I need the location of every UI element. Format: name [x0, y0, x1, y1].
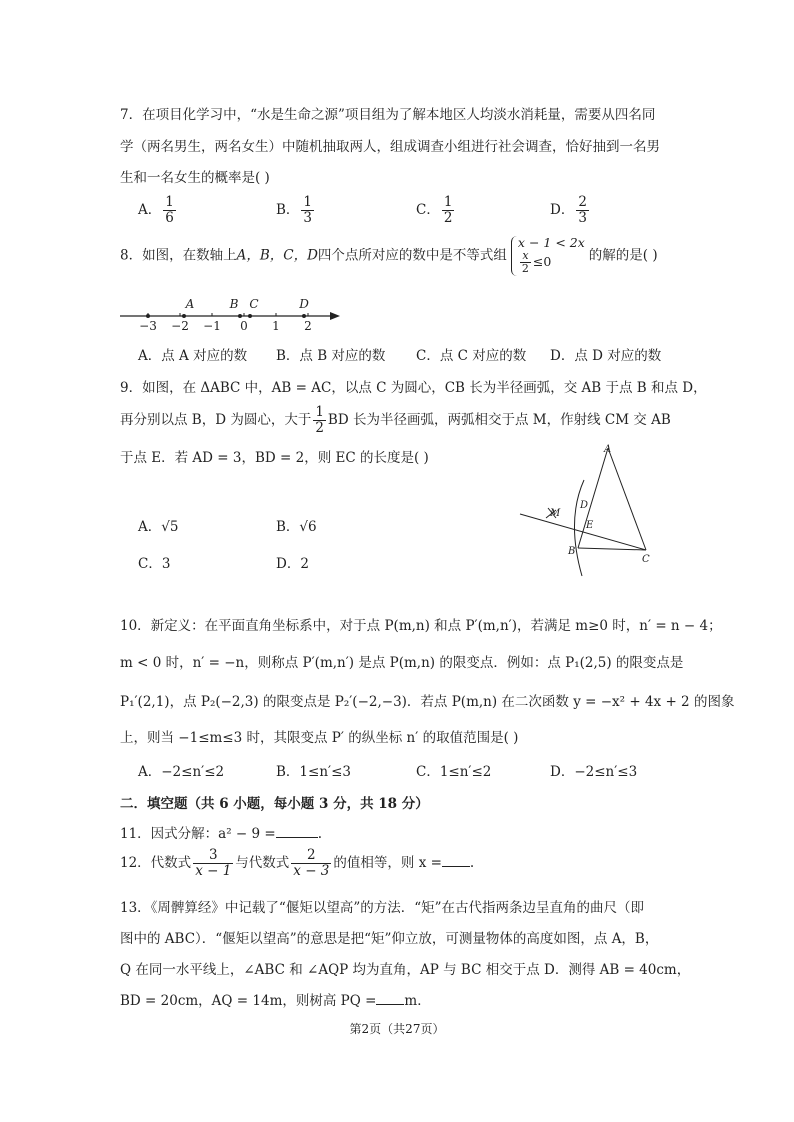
- q9-line-1: 9．如图，在 ΔABC 中，AB = AC，以点 C 为圆心，CB 长为半径画弧，交 AB 于点 B 和点 D，: [120, 380, 707, 396]
- point-label-a: A: [185, 297, 195, 311]
- q13-line-4: BD = 20cm，AQ = 14m，则树高 PQ = m．: [120, 993, 431, 1009]
- tick-label-neg1: −1: [203, 319, 221, 333]
- q11-answer-blank[interactable]: [276, 825, 318, 838]
- q8-option-b: B．点 B 对应的数: [276, 348, 386, 364]
- inequality-system: x − 1 < 2x $\frac{x}{2}$ ≤0: [511, 236, 585, 276]
- label-c: C: [642, 554, 650, 565]
- q8-option-c: C．点 C 对应的数: [416, 348, 527, 364]
- q8-line: 8．如图，在数轴上A，B，C，D四个点所对应的数中是不等式组 x − 1 < 2x $\frac{x}{2}$ ≤0 的解的是( ): [120, 235, 658, 276]
- q9-option-b: B．√6: [276, 519, 317, 535]
- arrow-right-icon: [330, 312, 340, 320]
- point-label-b: B: [229, 297, 239, 311]
- point-a-dot: [182, 314, 186, 318]
- q10-line-2: m < 0 时，n′ = −n，则称点 P′(m,n′) 是点 P(m,n) 的限变点．例如：点 P₁(2,5) 的限变点是: [120, 655, 684, 671]
- q11-line: 11．因式分解：a² − 9 = .: [120, 826, 323, 842]
- q9-line-3: 于点 E．若 AD = 3，BD = 2，则 EC 的长度是( ): [120, 450, 429, 466]
- label-m: M: [550, 508, 561, 519]
- point-dot: [146, 314, 150, 318]
- q7-option-a: A． $\frac{1}{6}$: [138, 194, 174, 226]
- point-c-dot: [248, 314, 252, 318]
- q7-line-2: 学（两名男生，两名女生）中随机抽取两人，组成调查小组进行社会调查，恰好抽到一名男: [120, 139, 660, 155]
- q10-line-3: P₁′(2,1)，点 P₂(−2,3) 的限变点是 P₂′(−2,−3)．若点 P(m,n) 在二次函数 y = −x² + 4x + 2 的图象: [120, 694, 735, 710]
- tick-label-neg2: −2: [171, 319, 189, 333]
- label-a: A: [604, 444, 612, 455]
- q8-option-a: A．点 A 对应的数: [138, 348, 248, 364]
- q7-option-d: D． $\frac{2}{3}$: [550, 194, 587, 226]
- q10-option-c: C．1≤n′≤2: [416, 764, 492, 780]
- q9-option-d: D．2: [276, 556, 309, 572]
- q7-option-c: C． $\frac{1}{2}$: [416, 194, 453, 226]
- q10-option-d: D．−2≤n′≤3: [550, 764, 638, 780]
- tick-label-2: 2: [304, 319, 312, 333]
- tick-label-neg3: −3: [139, 319, 157, 333]
- q10-option-a: A．−2≤n′≤2: [138, 764, 225, 780]
- page-footer: 第2页（共27页）: [349, 1022, 445, 1036]
- q9-line-2: 再分别以点 B，D 为圆心，大于 $\frac{1}{2}$ BD 长为半径画弧，两弧相交于点 M，作射线 CM 交 AB: [120, 404, 671, 436]
- point-d-dot: [302, 314, 306, 318]
- q13-line-3: Q 在同一水平线上，∠ABC 和 ∠AQP 均为直角，AP 与 BC 相交于点 D．测得 AB = 40cm，: [120, 962, 691, 978]
- q9-option-a: A．√5: [138, 519, 179, 535]
- label-e: E: [586, 520, 594, 531]
- label-d: D: [580, 500, 589, 511]
- tick-label-1: 1: [272, 319, 280, 333]
- q13-line-1: 13．《周髀算经》中记载了“偃矩以望高”的方法．“矩”在古代指两条边呈直角的曲尺（即: [120, 900, 645, 916]
- point-b-dot: [238, 314, 242, 318]
- q12-line: 12．代数式 $\frac{3}{x - 1}$ 与代数式 $\frac{2}{x - 3}$ 的值相等，则 x = .: [120, 847, 475, 879]
- q12-answer-blank[interactable]: [442, 854, 470, 867]
- q8-option-d: D．点 D 对应的数: [550, 348, 662, 364]
- q9-option-c: C．3: [138, 556, 171, 572]
- q13-answer-blank[interactable]: [376, 992, 404, 1005]
- q13-line-2: 图中的 ABC）．“偃矩以望高”的意思是把“矩”仰立放，可测量物体的高度如图，点 A，B，: [120, 931, 659, 947]
- q7-line-3: 生和一名女生的概率是( ): [120, 170, 270, 186]
- tick-label-0: 0: [240, 319, 248, 333]
- label-b: B: [568, 546, 576, 557]
- number-line-figure: [118, 296, 348, 336]
- q7-option-b: B． $\frac{1}{3}$: [276, 194, 313, 226]
- q10-option-b: B．1≤n′≤3: [276, 764, 351, 780]
- point-label-d: D: [299, 297, 309, 311]
- q10-line-4: 上，则当 −1≤m≤3 时，其限变点 P′ 的纵坐标 n′ 的取值范围是( ): [120, 730, 519, 746]
- point-label-c: C: [249, 297, 259, 311]
- q7-line-1: 7．在项目化学习中，“水是生命之源”项目组为了解本地区人均淡水消耗量，需要从四名同: [120, 107, 656, 123]
- q10-line-1: 10．新定义：在平面直角坐标系中，对于点 P(m,n) 和点 P′(m,n′)，若满足 m≥0 时，n′ = n − 4；: [120, 618, 722, 634]
- section-2-title: 二．填空题（共 6 小题，每小题 3 分，共 18 分）: [120, 796, 429, 812]
- triangle-figure: [518, 440, 668, 580]
